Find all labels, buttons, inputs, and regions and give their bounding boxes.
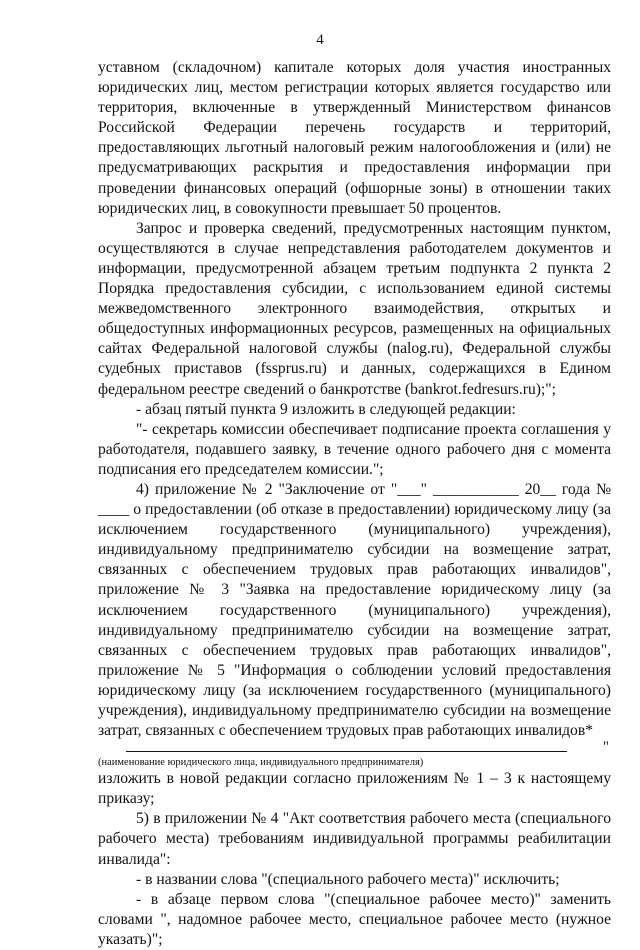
closing-quote: " bbox=[602, 739, 609, 756]
paragraph-information-request: Запрос и проверка сведений, предусмотренных настоящим пунктом, осуществляются в случае непредставления работодателем документов и информации, предусмотренной абзацем третьим подпункта 2 пункта 2 Порядка предоставления субсидии, с использованием единой системы межведомственного электронного взаимодействия, открытых и общедоступных информационных ресурсов, размещенных на официальных сайтах Федеральной налоговой службы (nalog.ru), Федеральной службы судебных приставов (fssprus.ru) и данных, содержащихся в Едином федеральном реестре сведений о банкротстве (bankrot.fedresurs.ru);"; bbox=[98, 219, 611, 398]
paragraph-clause-9-intro: - абзац пятый пункта 9 изложить в следующей редакции: bbox=[136, 400, 516, 418]
paragraph-first-paragraph-change: - в абзаце первом слова "(специальное рабочее место)" заменить словами ", надомное рабочее место, специальное рабочее место (нужное указать)"; bbox=[98, 890, 611, 948]
paragraph-appendix-4: 5) в приложении № 4 "Акт соответствия рабочего места (специального рабочего места) требованиям индивидуальной программы реабилитации инвалида": bbox=[98, 810, 611, 868]
fill-in-line bbox=[98, 741, 611, 757]
paragraph-new-edition: изложить в новой редакции согласно приложениям № 1 – 3 к настоящему приказу; bbox=[98, 770, 611, 808]
fill-in-caption: (наименование юридического лица, индивидуального предпринимателя) bbox=[98, 757, 424, 769]
underline-rule bbox=[126, 751, 567, 752]
paragraph-offshore-share: уставном (складочном) капитале которых доля участия иностранных юридических лиц, местом регистрации которых является государство или территория, включенные в утвержденный Министерством финансов Российской Федерации перечень государств и территорий, предоставляющих льготный налоговый режим налогообложения и (или) не предусматривающих раскрытия и предоставления информации при проведении финансовых операций (офшорные зоны) в отношении таких юридических лиц, в совокупности превышает 50 процентов. bbox=[98, 59, 611, 217]
document-body bbox=[98, 58, 611, 950]
paragraph-clause-9-text: "- секретарь комиссии обеспечивает подписание проекта соглашения у работодателя, подавшего заявку, в течение одного рабочего дня с момента подписания его председателем комиссии."; bbox=[98, 420, 611, 478]
page-number: 4 bbox=[316, 32, 324, 48]
paragraph-title-change: - в названии слова "(специального рабочего места)" исключить; bbox=[136, 870, 560, 888]
paragraph-appendices-2-3-5: 4) приложение № 2 "Заключение от "___" ___________ 20__ года № ____ о предоставлении (об отказе в предоставлении) юридическому лицу (за исключением государственного (муниципального) учреждения), индивидуальному предпринимателю субсидии на возмещение затрат, связанных с обеспечением трудовых прав работающих инвалидов", приложение № 3 "Заявка на предоставление юридическому лицу (за исключением государственного (муниципального) учреждения), индивидуальному предпринимателю субсидии на возмещение затрат, связанных с обеспечением трудовых прав работающих инвалидов", приложение № 5 "Информация о соблюдении условий предоставления юридическому лицу (за исключением государственного (муниципального) учреждения), индивидуальному предпринимателю субсидии на возмещение затрат, связанных с обеспечением трудовых прав работающих инвалидов* bbox=[98, 480, 611, 740]
